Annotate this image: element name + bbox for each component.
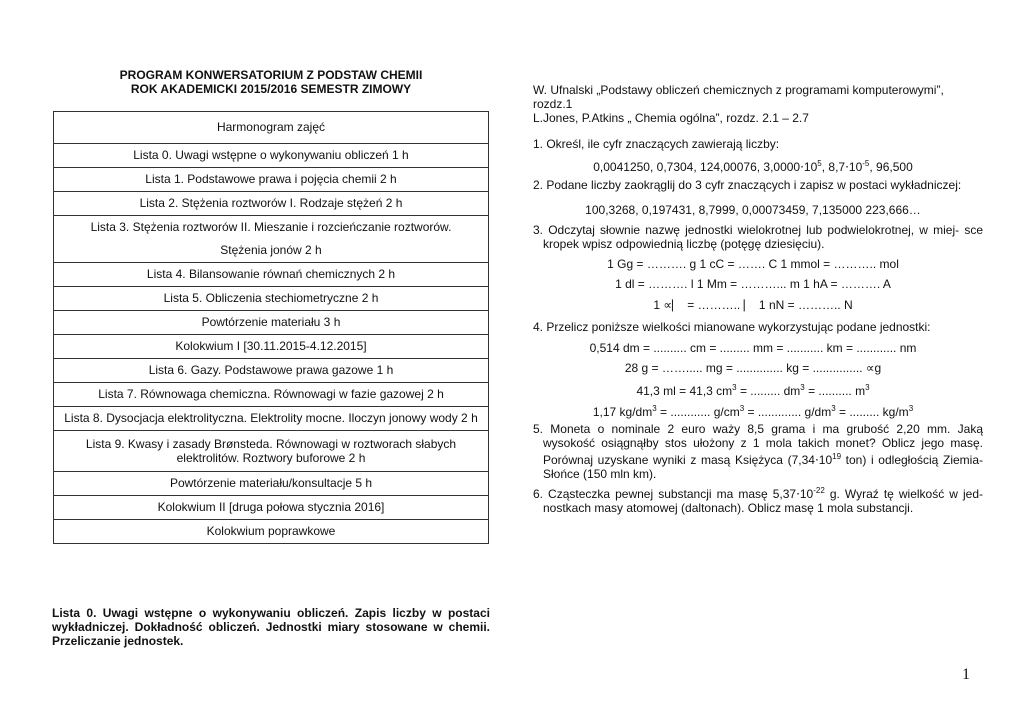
schedule-table <box>53 111 489 544</box>
schedule-row: Powtórzenie materiału/konsultacje 5 h <box>54 472 489 496</box>
schedule-row: Powtórzenie materiału 3 h <box>54 311 489 335</box>
task-2-values: 100,3268, 0,197431, 8,7999, 0,00073459, 7,135000 223,666… <box>585 203 921 217</box>
task-6-text-a: 6. Cząsteczka pewnej substancji ma masę 5,37⋅10 <box>533 487 814 501</box>
task-3-line-3: 1 ∝⎸ = ……….. ⎸ 1 nN = ……….. N <box>653 298 853 312</box>
exponent: 19 <box>832 452 842 461</box>
task-1-values-b: , 8,7⋅10 <box>821 160 863 174</box>
schedule-row: Lista 6. Gazy. Podstawowe prawa gazowe 1 h <box>54 359 489 383</box>
schedule-row: Lista 8. Dysocjacja elektrolityczna. Elektrolity mocne. Iloczyn jonowy wody 2 h <box>54 407 489 431</box>
task-4-line-3-c: = .......... m <box>804 384 866 398</box>
exponent: -22 <box>813 486 825 495</box>
task-4-line-4-c: = ............. g/dm <box>744 405 832 419</box>
schedule-row <box>54 431 489 472</box>
exponent: 5 <box>817 159 822 168</box>
task-4-line-4 <box>533 402 973 419</box>
exponent: 3 <box>865 383 870 392</box>
exponent: 3 <box>908 404 914 413</box>
task-4-line-3-b: = ......... dm <box>736 384 801 398</box>
schedule-row: Kolokwium I [30.11.2015-4.12.2015] <box>54 335 489 359</box>
task-1-values-a: 0,0041250, 0,7304, 124,00076, 3,0000⋅10 <box>593 160 818 174</box>
exponent: 3 <box>652 404 657 413</box>
schedule-row: Lista 0. Uwagi wstępne o wykonywaniu obliczeń 1 h <box>54 144 489 168</box>
task-4-line-2: 28 g = ……..... mg = .............. kg = ............... ∝g <box>624 361 882 375</box>
task-3-line-1: 1 Gg = ………. g 1 cC = ……. C 1 mmol = ……….. mol <box>607 257 899 271</box>
schedule-row: Lista 7. Równowaga chemiczna. Równowagi w fazie gazowej 2 h <box>54 383 489 407</box>
task-4-line-3 <box>533 381 973 398</box>
schedule-row: Kolokwium poprawkowe <box>54 520 489 544</box>
exponent: 3 <box>800 383 805 392</box>
task-4-line-1: 0,514 dm = .......... cm = ......... mm = ........... km = ............ nm <box>589 341 917 355</box>
task-3: 3. Odczytaj słownie nazwę jednostki wielokrotnej lub podwielokrotnej, w miej- sce kropek wpisz odpowiednią liczbę (potęgę dziesięciu). <box>533 223 983 251</box>
task-4-line-4-a: 1,17 kg/dm <box>592 405 653 419</box>
task-1-values-c: , 96,500 <box>869 160 913 174</box>
schedule-row: Kolokwium II [druga połowa stycznia 2016] <box>54 496 489 520</box>
task-4: 4. Przelicz poniższe wielkości mianowane wykorzystując podane jednostki: <box>533 320 931 334</box>
schedule-row <box>54 216 489 263</box>
list-0-description: Lista 0. Uwagi wstępne o wykonywaniu obliczeń. Zapis liczby w postaci wykładniczej. Dokładność obliczeń. Jednostki miary stosowane w chemii. Przeliczanie jednostek. <box>52 606 490 648</box>
schedule-row-line: Lista 3. Stężenia roztworów II. Mieszanie i rozcieńczanie roztworów. <box>90 220 452 234</box>
task-4-line-3-a: 41,3 ml = 41,3 cm <box>636 384 733 398</box>
schedule-row-line: Lista 9. Kwasy i zasady Brønsteda. Równowagi w roztworach słabych <box>85 437 457 451</box>
header-line-1: PROGRAM KONWERSATORIUM Z PODSTAW CHEMII <box>119 68 423 82</box>
schedule-row-line: Stężenia jonów 2 h <box>220 243 322 257</box>
schedule-row-line: elektrolitów. Roztwory buforowe 2 h <box>176 451 366 465</box>
exponent: 3 <box>732 383 737 392</box>
task-3-line-2: 1 dl = ………. l 1 Mm = ………... m 1 hA = ………. A <box>615 277 891 291</box>
reference-1-chapter: rozdz.1 <box>533 97 573 111</box>
task-5-text-b: ton) i odległością Ziemia-Słońce (150 mln km). <box>543 453 983 481</box>
task-5-text-a: 5. Moneta o nominale 2 euro waży 8,5 grama i ma grubość 2,20 mm. Jaką wysokość osiągnąłby stos ułożony z 1 mola takich monet? Oblicz jego masę. Porównaj uzyskane wyniki z masą Księżyca (7,34⋅10 <box>533 422 983 467</box>
schedule-row: Lista 1. Podstawowe prawa i pojęcia chemii 2 h <box>54 168 489 192</box>
schedule-row: Lista 5. Obliczenia stechiometryczne 2 h <box>54 287 489 311</box>
exponent: 3 <box>831 404 836 413</box>
exponent: -5 <box>862 159 870 168</box>
document-header <box>52 68 490 96</box>
task-5 <box>533 422 983 481</box>
exponent: 3 <box>739 404 745 413</box>
task-1: 1. Określ, ile cyfr znaczących zawierają liczby: <box>533 137 780 151</box>
task-4-line-4-b: = ............ g/cm <box>656 405 740 419</box>
task-2: 2. Podane liczby zaokrąglij do 3 cyfr znaczących i zapisz w postaci wykładniczej: <box>533 178 962 192</box>
task-6 <box>533 484 983 515</box>
task-6-text-b: g. Wyraź tę wielkość w jed- nostkach masy atomowej (daltonach). Oblicz masę 1 mola substancji. <box>543 487 984 515</box>
task-1-values <box>533 157 973 174</box>
reference-2: L.Jones, P.Atkins „ Chemia ogólna”, rozdz. 2.1 – 2.7 <box>533 111 809 125</box>
references <box>533 83 973 125</box>
task-4-line-4-d: = ......... kg/m <box>835 405 909 419</box>
schedule-title: Harmonogram zajęć <box>54 112 489 144</box>
header-line-2: ROK AKADEMICKI 2015/2016 SEMESTR ZIMOWY <box>130 82 412 96</box>
page-number: 1 <box>962 666 970 683</box>
reference-1: W. Ufnalski „Podstawy obliczeń chemicznych z programami komputerowymi”, <box>533 83 944 97</box>
schedule-row: Lista 4. Bilansowanie równań chemicznych 2 h <box>54 263 489 287</box>
schedule-row: Lista 2. Stężenia roztworów I. Rodzaje stężeń 2 h <box>54 192 489 216</box>
